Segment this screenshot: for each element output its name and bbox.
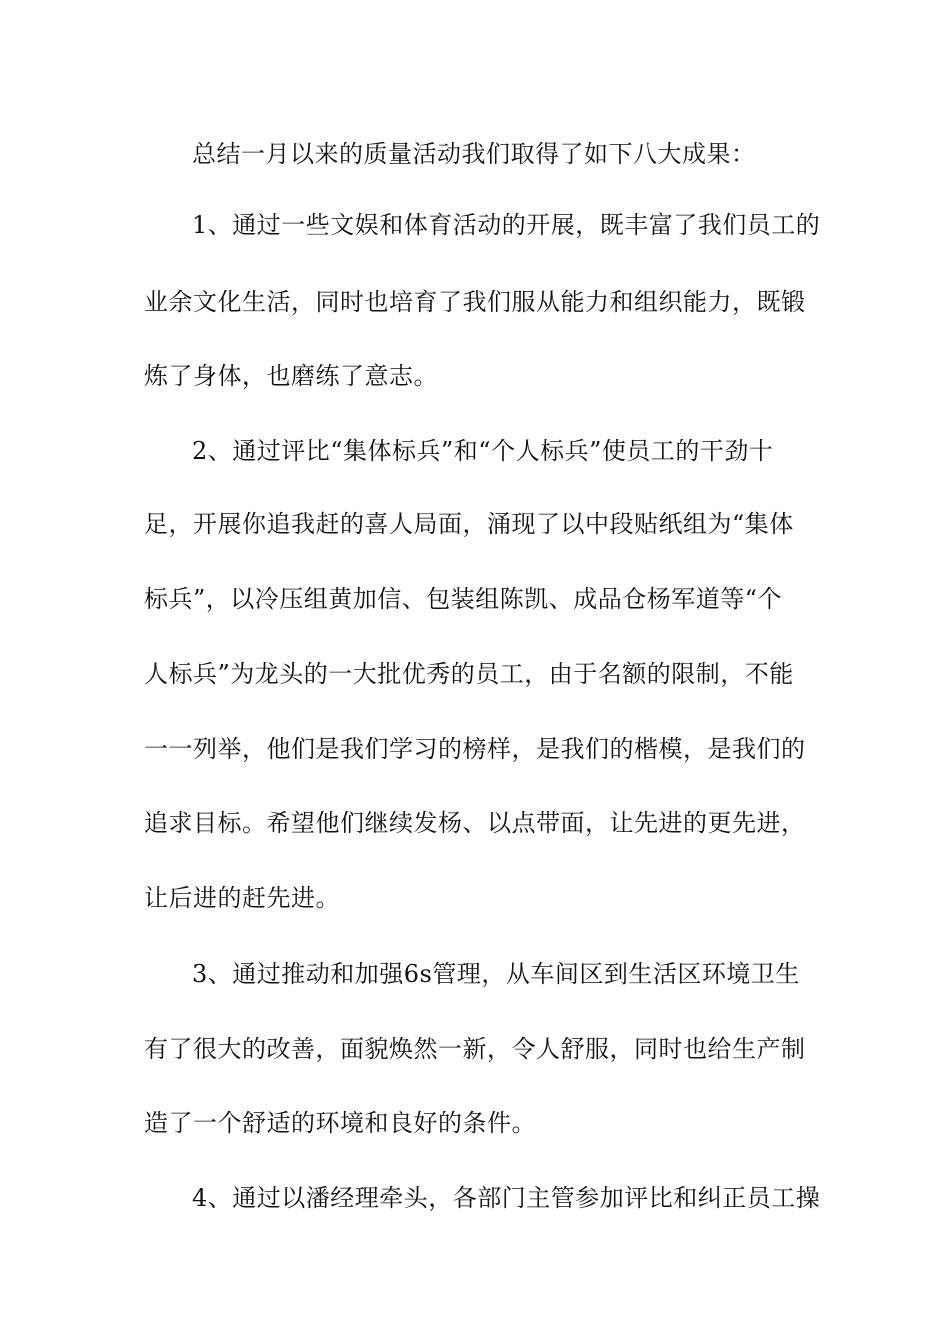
item-3-line-1: 3、通过推动和加强6s管理，从车间区到生活区环境卫生	[192, 960, 800, 988]
item-1-line-3: 炼了身体，也磨练了意志。	[144, 362, 438, 390]
item-2-line-6: 追求目标。希望他们继续发杨、以点带面，让先进的更先进，	[144, 809, 806, 837]
item-3-line-3: 造了一个舒适的环境和良好的条件。	[144, 1109, 536, 1137]
item-2-line-4: 人标兵”为龙头的一大批优秀的员工，由于名额的限制，不能	[144, 660, 794, 688]
intro-line: 总结一月以来的质量活动我们取得了如下八大成果：	[192, 140, 756, 168]
item-2-line-2: 足，开展你追我赶的喜人局面，涌现了以中段贴纸组为“集体	[144, 510, 794, 538]
item-2-line-5: 一一列举，他们是我们学习的榜样，是我们的楷模，是我们的	[144, 735, 806, 763]
item-4-line-1: 4、通过以潘经理牵头，各部门主管参加评比和纠正员工操	[192, 1184, 821, 1212]
item-2-line-3: 标兵”，以冷压组黄加信、包装组陈凯、成品仓杨军道等“个	[144, 585, 783, 613]
item-3-line-2: 有了很大的改善，面貌焕然一新，令人舒服，同时也给生产制	[144, 1035, 806, 1063]
item-2-line-7: 让后进的赶先进。	[144, 884, 340, 912]
item-1-line-2: 业余文化生活，同时也培育了我们服从能力和组织能力，既锻	[144, 288, 806, 316]
item-2-line-1: 2、通过评比“集体标兵”和“个人标兵”使员工的干劲十	[192, 437, 774, 465]
item-1-line-1: 1、通过一些文娱和体育活动的开展，既丰富了我们员工的	[192, 211, 821, 239]
